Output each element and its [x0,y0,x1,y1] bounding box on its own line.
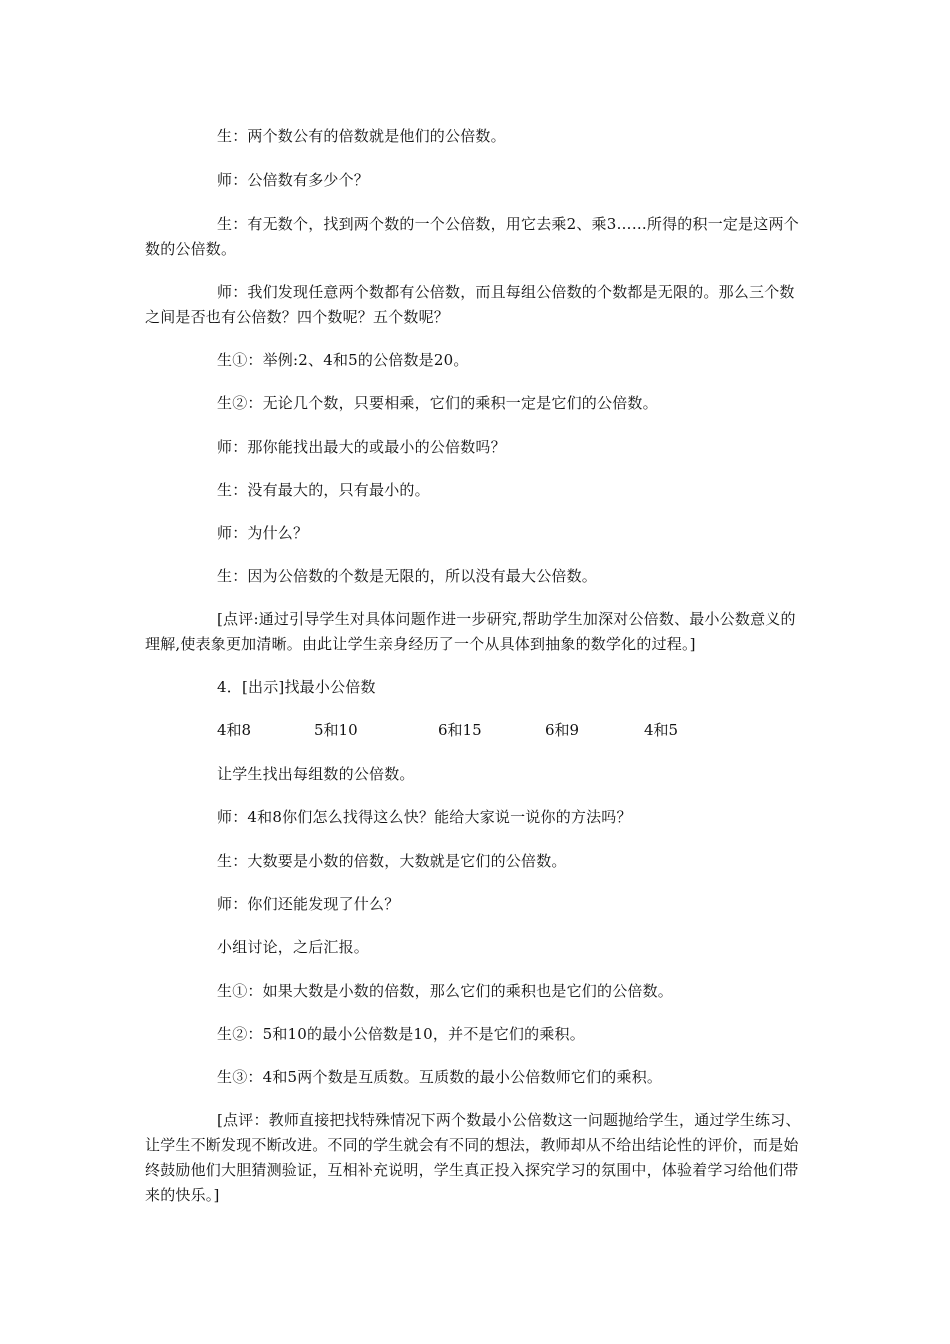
paragraph-teacher-question-count: 师：公倍数有多少个？ [217,171,370,189]
paragraph-comment-2: [点评：教师直接把找特殊情况下两个数最小公倍数这一问题抛给学生，通过学生练习、让学生不断发现不断改进。不同的学生就会有不同的想法，教师却从不给出结论性的评价，而是始终鼓励他们大胆猜测验证，互相补充说明，学生真正投入探究学习的氛围中，体验着学习给他们带来的快乐。] [145,1111,801,1204]
paragraph-student-no-max: 生：没有最大的，只有最小的。 [217,481,430,499]
paragraph-teacher-three-numbers: 师：我们发现任意两个数都有公倍数，而且每组公倍数的个数都是无限的。那么三个数之间是否也有公倍数？四个数呢？五个数呢？ [145,283,795,326]
paragraph-student-1-example: 生①：举例:2、4和5的公倍数是20。 [217,351,469,369]
paragraph-student-2-product: 生②：无论几个数，只要相乘，它们的乘积一定是它们的公倍数。 [217,394,658,412]
paragraph-teacher-method: 师：4和8你们怎么找得这么快？能给大家说一说你的方法吗？ [217,808,632,826]
number-pair: 4和8 [217,721,252,739]
number-pairs-row [217,718,817,743]
paragraph-group-discussion: 小组讨论，之后汇报。 [217,938,370,956]
number-pair: 5和10 [314,721,358,739]
paragraph-student-reason: 生：因为公倍数的个数是无限的，所以没有最大公倍数。 [217,567,598,585]
paragraph-student-3-coprime: 生③：4和5两个数是互质数。互质数的最小公倍数师它们的乘积。 [217,1068,663,1086]
paragraph-student-infinite: 生：有无数个，找到两个数的一个公倍数，用它去乘2、乘3……所得的积一定是这两个数的公倍数。 [145,215,799,258]
paragraph-student-1-multiple: 生①：如果大数是小数的倍数，那么它们的乘积也是它们的公倍数。 [217,982,674,1000]
paragraph-teacher-why: 师：为什么？ [217,524,309,542]
number-pair: 6和9 [545,721,580,739]
number-pair: 4和5 [644,721,679,739]
number-pair: 6和15 [438,721,482,739]
paragraph-student-large-number: 生：大数要是小数的倍数，大数就是它们的公倍数。 [217,852,567,870]
paragraph-teacher-max-min: 师：那你能找出最大的或最小的公倍数吗？ [217,438,506,456]
paragraph-teacher-discover: 师：你们还能发现了什么？ [217,895,400,913]
paragraph-section-4-heading: 4．[出示]找最小公倍数 [217,678,376,696]
paragraph-student-definition: 生：两个数公有的倍数就是他们的公倍数。 [217,127,506,145]
paragraph-instruction: 让学生找出每组数的公倍数。 [217,765,415,783]
paragraph-student-2-lcm: 生②：5和10的最小公倍数是10，并不是它们的乘积。 [217,1025,585,1043]
paragraph-comment-1: [点评:通过引导学生对具体问题作进一步研究,帮助学生加深对公倍数、最小公数意义的理解,使表象更加清晰。由此让学生亲身经历了一个从具体到抽象的数学化的过程。] [145,610,796,653]
